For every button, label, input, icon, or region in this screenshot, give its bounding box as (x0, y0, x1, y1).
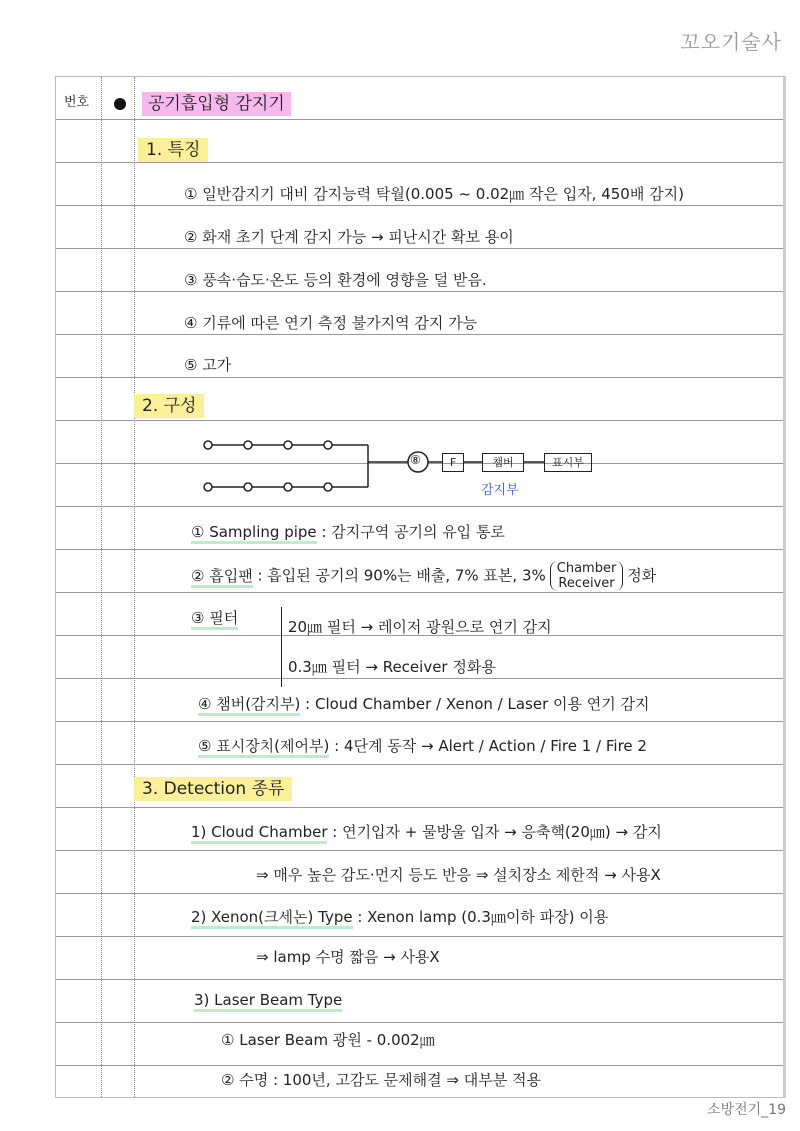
filter-box: F (442, 453, 464, 472)
list-item: ② 흡입팬 : 흡입된 공기의 90%는 배출, 7% 표본, 3% Chamber Receiver 정화 (191, 561, 657, 591)
list-item: ⇒ lamp 수명 짧음 → 사용X (256, 948, 440, 966)
system-diagram (196, 437, 646, 507)
list-item: 1) Cloud Chamber : 연기입자 + 물방울 입자 → 응축핵(20㎛) → 감지 (191, 821, 662, 843)
list-item: ⑤ 고가 (184, 356, 232, 374)
list-item: ⑤ 표시장치(제어부) : 4단계 동작 → Alert / Action / Fire 1 / Fire 2 (198, 735, 647, 757)
list-item: ④ 기류에 따른 연기 측정 불가지역 감지 가능 (184, 314, 478, 332)
fan-symbol: ⑧ (410, 453, 421, 467)
number-label: 번호 (64, 95, 90, 110)
list-item: ② 화재 초기 단계 감지 가능 → 피난시간 확보 용이 (184, 228, 514, 246)
bullet-icon (114, 98, 126, 110)
list-item: ③ 풍속·습도·온도 등의 환경에 영향을 덜 받음. (184, 271, 487, 289)
section-heading: 2. 구성 (134, 395, 204, 417)
note-sheet (55, 76, 786, 1098)
list-item: ① Sampling pipe : 감지구역 공기의 유입 통로 (191, 521, 505, 543)
column-divider (134, 77, 135, 1097)
title-text: 공기흡입형 감지기 (142, 92, 291, 116)
list-item: ① Laser Beam 광원 - 0.002㎛ (221, 1031, 435, 1049)
bracket-group: Chamber Receiver (550, 561, 624, 591)
section-heading: 1. 특징 (138, 139, 208, 161)
detector-caption: 감지부 (481, 483, 519, 498)
chamber-box: 챔버 (482, 453, 524, 472)
list-item: ④ 챔버(감지부) : Cloud Chamber / Xenon / Laser 이용 연기 감지 (198, 693, 650, 715)
list-item: ⇒ 매우 높은 감도·먼지 등도 반응 ⇒ 설치장소 제한적 → 사용X (256, 866, 661, 884)
column-divider (101, 77, 102, 1097)
list-item: ③ 필터 (191, 607, 238, 629)
display-box: 표시부 (544, 453, 592, 472)
filter-branches: 20㎛ 필터 → 레이저 광원으로 연기 감지 0.3㎛ 필터 → Receiver 정화용 (281, 607, 552, 687)
page-title (114, 93, 291, 115)
pipe-diagram (196, 437, 646, 507)
section-heading: 3. Detection 종류 (134, 778, 292, 800)
list-item: ② 수명 : 100년, 고감도 문제해결 ⇒ 대부분 적용 (221, 1071, 541, 1089)
page-footer: 소방전기_19 (707, 1102, 786, 1118)
list-item: 2) Xenon(크세논) Type : Xenon lamp (0.3㎛이하 파장) 이용 (191, 906, 608, 928)
list-item: ① 일반감지기 대비 감지능력 탁월(0.005 ~ 0.02㎛ 작은 입자, 450배 감지) (184, 185, 684, 203)
brand-logo: 꼬오기술사 (680, 30, 782, 54)
list-item: 3) Laser Beam Type (194, 989, 342, 1011)
